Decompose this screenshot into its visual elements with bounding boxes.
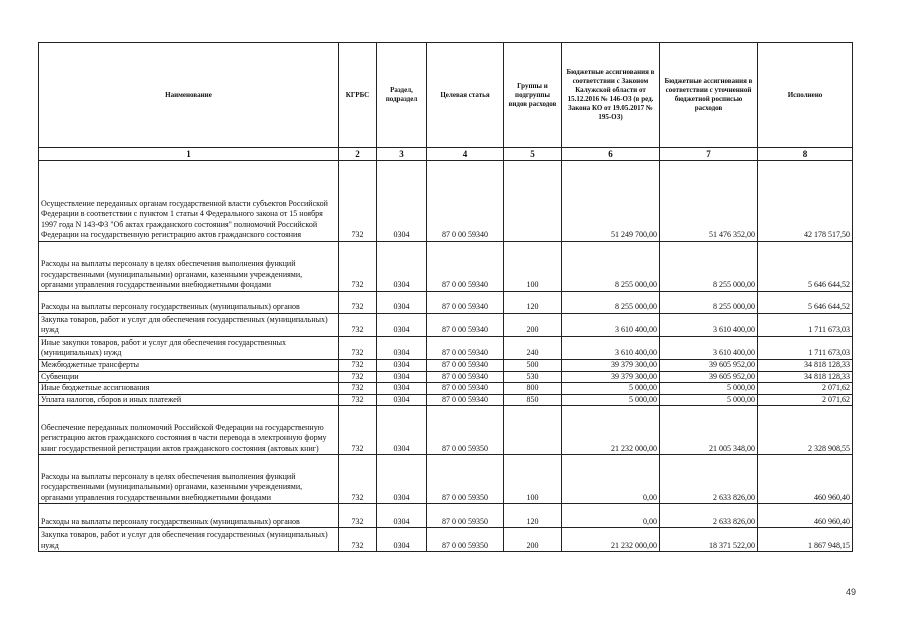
cell-section: 0304 — [377, 314, 427, 337]
cell-target: 87 0 00 59340 — [427, 242, 504, 292]
cell-target: 87 0 00 59340 — [427, 292, 504, 314]
cell-kgrbs: 732 — [339, 528, 377, 552]
header-section: Раздел, подраздел — [377, 43, 427, 148]
cell-executed: 460 960,40 — [758, 504, 853, 528]
cell-budget-law: 5 000,00 — [562, 383, 660, 395]
cell-name: Иные бюджетные ассигнования — [39, 383, 339, 395]
cell-kgrbs: 732 — [339, 292, 377, 314]
cell-executed: 2 071,62 — [758, 394, 853, 406]
cell-budget-refined: 3 610 400,00 — [660, 337, 758, 360]
cell-group: 120 — [504, 292, 562, 314]
cell-target: 87 0 00 59340 — [427, 161, 504, 242]
cell-budget-law: 51 249 700,00 — [562, 161, 660, 242]
cell-section: 0304 — [377, 528, 427, 552]
cell-group: 530 — [504, 371, 562, 383]
header-executed: Исполнено — [758, 43, 853, 148]
cell-budget-refined: 8 255 000,00 — [660, 242, 758, 292]
cell-budget-law: 21 232 000,00 — [562, 406, 660, 455]
cell-target: 87 0 00 59340 — [427, 314, 504, 337]
cell-budget-refined: 2 633 826,00 — [660, 455, 758, 504]
cell-budget-refined: 39 605 952,00 — [660, 371, 758, 383]
cell-group: 100 — [504, 242, 562, 292]
cell-budget-law: 21 232 000,00 — [562, 528, 660, 552]
table-row — [39, 394, 853, 406]
cell-name: Закупка товаров, работ и услуг для обеспечения государственных (муниципальных) нужд — [39, 528, 339, 552]
cell-target: 87 0 00 59340 — [427, 394, 504, 406]
column-number: 7 — [660, 148, 758, 161]
cell-section: 0304 — [377, 292, 427, 314]
cell-target: 87 0 00 59340 — [427, 360, 504, 372]
cell-budget-refined: 2 633 826,00 — [660, 504, 758, 528]
cell-name: Субвенции — [39, 371, 339, 383]
cell-group: 200 — [504, 314, 562, 337]
header-row — [39, 43, 853, 148]
cell-budget-law: 3 610 400,00 — [562, 337, 660, 360]
table-row — [39, 314, 853, 337]
cell-section: 0304 — [377, 337, 427, 360]
cell-target: 87 0 00 59340 — [427, 383, 504, 395]
cell-name: Уплата налогов, сборов и иных платежей — [39, 394, 339, 406]
cell-budget-law: 39 379 300,00 — [562, 360, 660, 372]
cell-budget-refined: 39 605 952,00 — [660, 360, 758, 372]
cell-section: 0304 — [377, 360, 427, 372]
cell-budget-refined: 51 476 352,00 — [660, 161, 758, 242]
cell-budget-law: 5 000,00 — [562, 394, 660, 406]
header-group: Группы и подгруппы видов расходов — [504, 43, 562, 148]
cell-name: Осуществление переданных органам государственной власти субъектов Российской Федерации в соответствии с пунктом 1 статьи 4 Федерального закона от 15 ноября 1997 года N 143-ФЗ "Об актах гражданского состояния" полномочий Российской Федерации на государственную регистрацию актов гражданского состояния — [39, 161, 339, 242]
cell-group: 800 — [504, 383, 562, 395]
cell-group — [504, 161, 562, 242]
column-number-row — [39, 148, 853, 161]
cell-executed: 42 178 517,50 — [758, 161, 853, 242]
cell-budget-refined: 8 255 000,00 — [660, 292, 758, 314]
cell-section: 0304 — [377, 242, 427, 292]
cell-kgrbs: 732 — [339, 371, 377, 383]
cell-kgrbs: 732 — [339, 455, 377, 504]
cell-kgrbs: 732 — [339, 504, 377, 528]
cell-section: 0304 — [377, 406, 427, 455]
table-row — [39, 337, 853, 360]
cell-executed: 2 071,62 — [758, 383, 853, 395]
cell-name: Расходы на выплаты персоналу государственных (муниципальных) органов — [39, 292, 339, 314]
cell-section: 0304 — [377, 394, 427, 406]
table-row — [39, 406, 853, 455]
cell-target: 87 0 00 59350 — [427, 406, 504, 455]
cell-group: 240 — [504, 337, 562, 360]
cell-budget-refined: 3 610 400,00 — [660, 314, 758, 337]
table-row — [39, 161, 853, 242]
header-kgrbs: КГРБС — [339, 43, 377, 148]
cell-budget-refined: 18 371 522,00 — [660, 528, 758, 552]
cell-kgrbs: 732 — [339, 394, 377, 406]
cell-target: 87 0 00 59340 — [427, 337, 504, 360]
column-number: 3 — [377, 148, 427, 161]
cell-name: Межбюджетные трансферты — [39, 360, 339, 372]
cell-executed: 2 328 908,55 — [758, 406, 853, 455]
column-number: 8 — [758, 148, 853, 161]
cell-budget-law: 3 610 400,00 — [562, 314, 660, 337]
cell-executed: 34 818 128,33 — [758, 360, 853, 372]
table-row — [39, 371, 853, 383]
cell-executed: 1 711 673,03 — [758, 337, 853, 360]
cell-executed: 5 646 644,52 — [758, 242, 853, 292]
cell-name: Расходы на выплаты персоналу государственных (муниципальных) органов — [39, 504, 339, 528]
cell-name: Обеспечение переданных полномочий Российской Федерации на государственную регистрацию актов гражданского состояния в части перевода в электронную форму книг государственной регистрации актов гражданского состояния (актовых книг) — [39, 406, 339, 455]
cell-name: Расходы на выплаты персоналу в целях обеспечения выполнения функций государственными (муниципальными) органами, казенными учреждениями, органами управления государственными внебюджетными фондами — [39, 455, 339, 504]
cell-kgrbs: 732 — [339, 337, 377, 360]
header-target: Целевая статья — [427, 43, 504, 148]
header-budget-refined: Бюджетные ассигнования в соответствии с уточненной бюджетной росписью расходов — [660, 43, 758, 148]
cell-kgrbs: 732 — [339, 383, 377, 395]
column-number: 2 — [339, 148, 377, 161]
table-row — [39, 292, 853, 314]
header-budget-law: Бюджетные ассигнования в соответствии с Законом Калужской области от 15.12.2016 № 146-ОЗ (в ред. Закона КО от 19.05.2017 № 195-ОЗ) — [562, 43, 660, 148]
cell-executed: 460 960,40 — [758, 455, 853, 504]
cell-kgrbs: 732 — [339, 360, 377, 372]
header-name: Наименование — [39, 43, 339, 148]
table-row — [39, 504, 853, 528]
cell-budget-law: 0,00 — [562, 504, 660, 528]
cell-budget-law: 0,00 — [562, 455, 660, 504]
cell-section: 0304 — [377, 455, 427, 504]
cell-group — [504, 406, 562, 455]
cell-budget-refined: 5 000,00 — [660, 383, 758, 395]
column-number: 5 — [504, 148, 562, 161]
table-row — [39, 383, 853, 395]
column-number: 6 — [562, 148, 660, 161]
cell-executed: 1 867 948,15 — [758, 528, 853, 552]
cell-budget-law: 8 255 000,00 — [562, 242, 660, 292]
cell-section: 0304 — [377, 383, 427, 395]
cell-target: 87 0 00 59350 — [427, 455, 504, 504]
cell-target: 87 0 00 59350 — [427, 528, 504, 552]
cell-executed: 5 646 644,52 — [758, 292, 853, 314]
cell-budget-law: 39 379 300,00 — [562, 371, 660, 383]
table-row — [39, 360, 853, 372]
cell-target: 87 0 00 59340 — [427, 371, 504, 383]
cell-kgrbs: 732 — [339, 242, 377, 292]
cell-group: 100 — [504, 455, 562, 504]
cell-kgrbs: 732 — [339, 314, 377, 337]
cell-group: 120 — [504, 504, 562, 528]
cell-group: 500 — [504, 360, 562, 372]
cell-group: 850 — [504, 394, 562, 406]
cell-name: Расходы на выплаты персоналу в целях обеспечения выполнения функций государственными (муниципальными) органами, казенными учреждениями, органами управления государственными внебюджетными фондами — [39, 242, 339, 292]
column-number: 4 — [427, 148, 504, 161]
cell-executed: 34 818 128,33 — [758, 371, 853, 383]
cell-group: 200 — [504, 528, 562, 552]
table-row — [39, 455, 853, 504]
budget-table — [38, 42, 853, 552]
cell-budget-law: 8 255 000,00 — [562, 292, 660, 314]
cell-section: 0304 — [377, 371, 427, 383]
page-number: 49 — [846, 587, 857, 597]
cell-executed: 1 711 673,03 — [758, 314, 853, 337]
cell-target: 87 0 00 59350 — [427, 504, 504, 528]
cell-kgrbs: 732 — [339, 161, 377, 242]
cell-section: 0304 — [377, 161, 427, 242]
cell-kgrbs: 732 — [339, 406, 377, 455]
cell-name: Закупка товаров, работ и услуг для обеспечения государственных (муниципальных) нужд — [39, 314, 339, 337]
table-row — [39, 528, 853, 552]
cell-budget-refined: 21 005 348,00 — [660, 406, 758, 455]
cell-budget-refined: 5 000,00 — [660, 394, 758, 406]
cell-name: Иные закупки товаров, работ и услуг для обеспечения государственных (муниципальных) нужд — [39, 337, 339, 360]
table-row — [39, 242, 853, 292]
column-number: 1 — [39, 148, 339, 161]
cell-section: 0304 — [377, 504, 427, 528]
